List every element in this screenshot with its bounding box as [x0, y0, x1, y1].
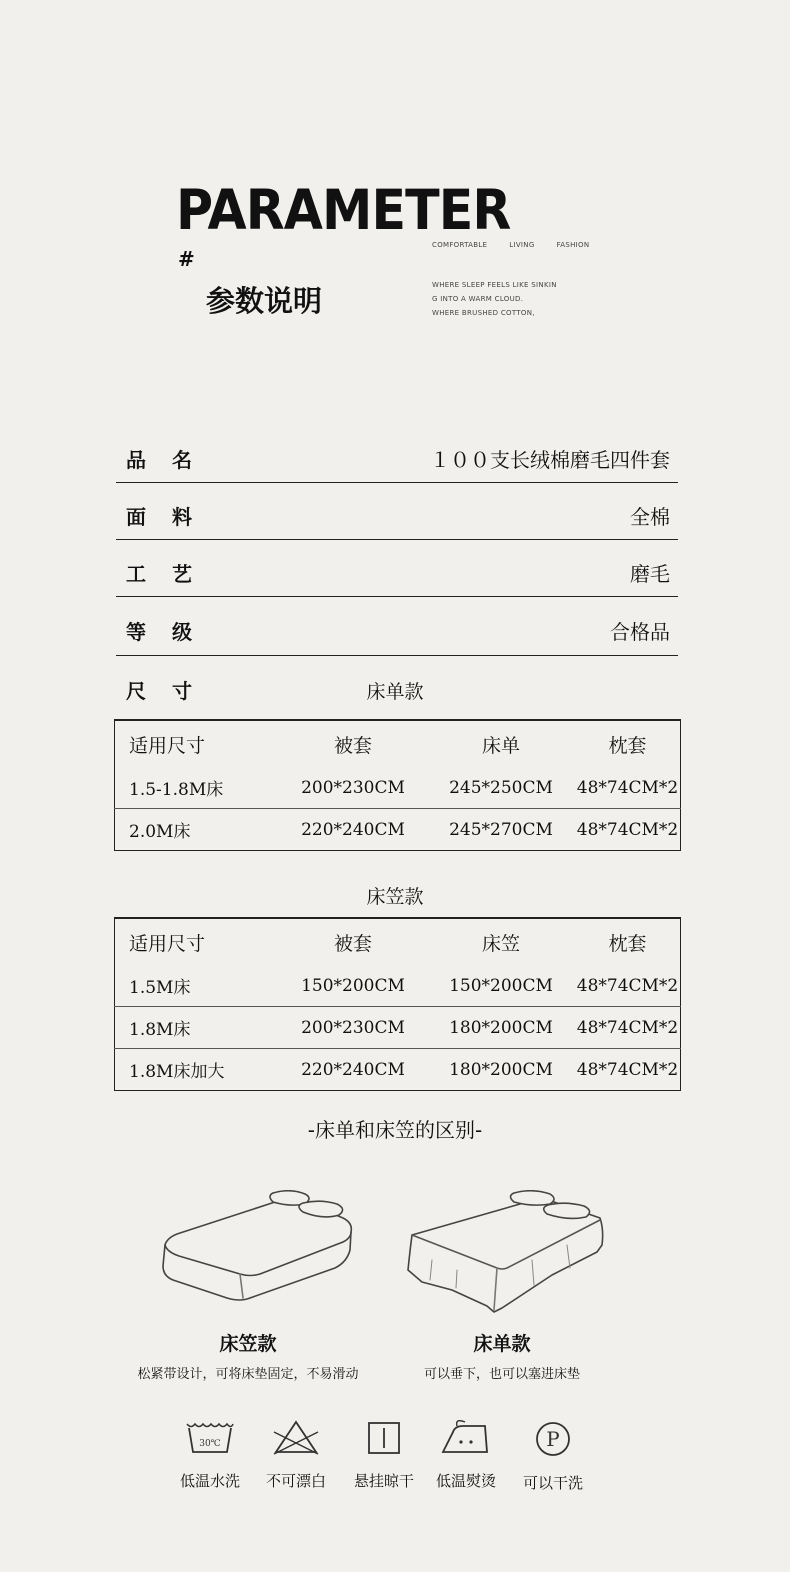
- slogan: [432, 278, 557, 320]
- table-cell: 245*270CM: [449, 819, 553, 840]
- table-header-cell: 适用尺寸: [129, 932, 206, 955]
- table-row: [115, 1049, 681, 1091]
- param-label: 面料: [126, 505, 218, 529]
- difference-title: -床单和床笠的区别-: [307, 1118, 483, 1142]
- fitted-bed-illustration: [155, 1190, 360, 1310]
- fitted-bed-desc: 松紧带设计，可将床垫固定，不易滑动: [137, 1367, 359, 1382]
- sheet-size-table: [114, 719, 681, 851]
- table-cell: 48*74CM*2: [575, 1007, 681, 1049]
- param-label: 工艺: [126, 562, 218, 586]
- wash-30-icon: [185, 1420, 235, 1456]
- table-cell: 48*74CM*2: [575, 965, 681, 1007]
- fitted-size-table: [114, 917, 681, 1091]
- page-title: PARAMETER: [176, 178, 511, 242]
- hang-dry-icon: [366, 1420, 402, 1456]
- tagline: [432, 241, 611, 249]
- care-label: 不可漂白: [265, 1472, 326, 1490]
- size-label: 尺寸: [126, 679, 218, 703]
- table-cell: 150*200CM: [279, 965, 427, 1007]
- table-cell: 1.8M床加大: [129, 1062, 225, 1082]
- wash-temp: 30℃: [199, 1439, 221, 1449]
- table-header-cell: 枕套: [608, 932, 647, 955]
- table-cell: 48*74CM*2: [576, 1059, 679, 1080]
- table-header-cell: 适用尺寸: [129, 734, 206, 757]
- table-cell: 150*200CM: [427, 965, 575, 1007]
- dry-clean-icon: [534, 1420, 572, 1458]
- fitted-table-caption: 床笠款: [366, 886, 424, 908]
- sheet-table-caption: 床单款: [366, 681, 424, 703]
- table-cell: 220*240CM: [301, 819, 405, 840]
- table-row: [115, 965, 681, 1007]
- flat-sheet-desc: 可以垂下，也可以塞进床垫: [423, 1367, 580, 1382]
- param-row-craft: [116, 540, 678, 597]
- slogan-line: G INTO A WARM CLOUD.: [432, 295, 524, 303]
- param-value: 磨毛: [630, 562, 670, 586]
- hash-mark: #: [178, 247, 195, 271]
- table-header-row: [115, 720, 681, 767]
- table-cell: 1.5-1.8M床: [115, 767, 280, 809]
- table-header-cell: 被套: [333, 932, 372, 955]
- care-hang-dry: [344, 1420, 424, 1491]
- param-value: 合格品: [610, 620, 670, 644]
- flat-sheet-name: 床单款: [473, 1333, 531, 1355]
- table-header-cell: 被套: [333, 734, 372, 757]
- table-cell: 180*200CM: [449, 1059, 553, 1080]
- tagline-word: LIVING: [509, 241, 535, 249]
- param-label: 品名: [126, 448, 218, 472]
- care-dry-clean: [513, 1420, 593, 1493]
- care-label: 可以干洗: [522, 1474, 583, 1492]
- table-row: [115, 1007, 681, 1049]
- no-bleach-icon: [272, 1420, 320, 1456]
- slogan-line: WHERE BRUSHED COTTON,: [432, 309, 535, 317]
- flat-sheet-illustration: [402, 1190, 612, 1318]
- table-header-row: [115, 918, 681, 965]
- care-wash: [170, 1420, 250, 1491]
- care-label: 悬挂晾干: [353, 1472, 414, 1490]
- table-cell: 220*240CM: [301, 1059, 405, 1080]
- table-cell: 48*74CM*2: [576, 819, 679, 840]
- param-value: １００支长绒棉磨毛四件套: [430, 448, 670, 472]
- care-no-bleach: [256, 1420, 336, 1491]
- tagline-word: COMFORTABLE: [432, 241, 488, 249]
- tagline-word: FASHION: [556, 241, 590, 249]
- page-subtitle: 参数说明: [206, 284, 323, 318]
- param-row-name: [116, 426, 678, 483]
- table-cell: 1.8M床: [115, 1007, 280, 1049]
- table-row: [115, 809, 681, 851]
- slogan-line: WHERE SLEEP FEELS LIKE SINKIN: [432, 281, 557, 289]
- fitted-bed-name: 床笠款: [219, 1333, 277, 1355]
- table-cell: 1.5M床: [115, 965, 280, 1007]
- param-label: 等级: [126, 620, 218, 644]
- table-header-cell: 枕套: [608, 734, 647, 757]
- table-cell: 180*200CM: [427, 1007, 575, 1049]
- care-low-iron: [426, 1420, 506, 1491]
- table-cell: 2.0M床: [129, 822, 191, 842]
- low-iron-icon: [441, 1420, 491, 1456]
- param-row-grade: [116, 598, 678, 656]
- table-cell: 245*250CM: [427, 767, 575, 809]
- dry-clean-letter: P: [546, 1427, 560, 1451]
- param-value: 全棉: [630, 505, 670, 529]
- table-cell: 200*230CM: [279, 767, 427, 809]
- table-header-cell: 床单: [481, 734, 520, 757]
- table-cell: 48*74CM*2: [575, 767, 681, 809]
- table-header-cell: 床笠: [481, 932, 520, 955]
- care-label: 低温水洗: [179, 1472, 240, 1490]
- table-row: [115, 767, 681, 809]
- table-cell: 200*230CM: [279, 1007, 427, 1049]
- care-label: 低温熨烫: [435, 1472, 496, 1490]
- param-row-fabric: [116, 483, 678, 540]
